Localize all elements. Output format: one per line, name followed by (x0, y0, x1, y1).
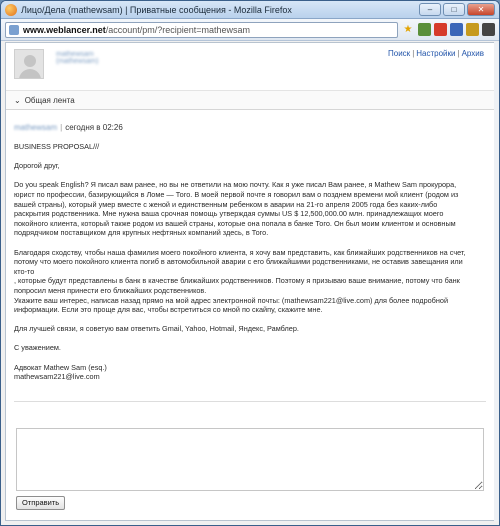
profile-links: Поиск | Настройки | Архив (388, 49, 484, 58)
message-body (6, 132, 481, 382)
message-paragraph: Для лучшей связи, я советую вам ответить Gmail, Yahoo, Hotmail, Яндекс, Рамблер. (14, 324, 299, 334)
link-archive[interactable]: Архив (461, 49, 484, 58)
minimize-button[interactable]: – (419, 3, 441, 16)
url-path: /account/pm/?recipient=mathewsam (105, 24, 251, 35)
maximize-button[interactable]: □ (443, 3, 465, 16)
send-button[interactable]: Отправить (16, 496, 65, 510)
title-bar (1, 1, 499, 19)
feed-toggle[interactable] (6, 91, 494, 110)
divider (14, 401, 486, 402)
link-settings[interactable]: Настройки (416, 49, 456, 58)
feed-label: Общая лента (24, 95, 75, 105)
avatar (14, 49, 44, 79)
bookmark-star-icon[interactable]: ★ (403, 24, 413, 35)
page-content (5, 42, 495, 521)
message-paragraph: Do you speak English? Я писал вам ранее, но вы не ответили на мою почту. Как я уже писал Вам ранее, я Mathew Sam прокурора, юрист по профессии, базирующийся в Ломе — Того. В моей первой почте я говорил вам о позднем времени мой клиент (родом из вашей страны), который умер вместе с женой и единственным ребенком в аварии на 21-го апреля 2005 года без каких-либо раскрытия родственника. Мне нужна ваша срочная помощь утверждая суммы US $ 12,500,000.00 млн. принадлежащих моего покойного клиента, который также родом из вашей страны, которые она попала в банке Того. Он был моим клиентом и основным подрядчиком поставщиком для крупных нефтяных компаний здесь, в Того. (14, 180, 459, 238)
message-meta: mathewsam | сегодня в 02:26 (14, 123, 123, 132)
site-favicon-icon (9, 25, 19, 35)
profile-header (6, 43, 494, 91)
window-title: Лицо/Дела (mathewsam) | Приватные сообщения - Mozilla Firefox (21, 4, 292, 15)
scrollbar[interactable] (494, 42, 499, 521)
link-search[interactable]: Поиск (388, 49, 411, 58)
window-controls (419, 3, 495, 16)
message-timestamp: сегодня в 02:26 (65, 123, 123, 132)
url-domain: www.weblancer.net (23, 24, 106, 35)
chevron-down-icon: ⌄ (14, 95, 21, 105)
profile-name[interactable]: mathewsam (mathewsam) (56, 51, 99, 65)
address-bar (1, 19, 499, 41)
message-signature: Адвокат Mathew Sam (esq.) mathewsam221@live.com (14, 362, 107, 382)
addon-green-icon[interactable] (418, 23, 431, 36)
close-button[interactable]: ✕ (467, 3, 495, 16)
message-paragraph: Дорогой друг, (14, 161, 60, 171)
firefox-icon (5, 4, 17, 16)
addon-red-icon[interactable] (434, 23, 447, 36)
message-sender[interactable]: mathewsam (14, 123, 58, 132)
message-paragraph: Благодаря сходству, чтобы наша фамилия моего покойного клиента, я хочу вам представить, как ближайших родственников на счет, потому что моего покойного клиента погиб в автомобильной аварии с его ближайшими родственниками, не оставив завещания или кто-то , которые будут представлены в банк в качестве ближайших родственников. Поэтому я призываю ваше внимание, потому что банк попросил меня принести его ближайших родственников. Укажите ваш интерес, написав назад прямо на мой адрес электронной почты: (mathewsam221@live.com) для более подробной информации. Если это проще для вас, чтобы встретиться со мной по скайпу, скажите мне. (14, 247, 466, 315)
reply-textarea[interactable] (16, 428, 484, 491)
url-input[interactable] (5, 22, 398, 38)
addon-dark-icon[interactable] (482, 23, 495, 36)
addon-toolbar (418, 23, 495, 36)
addon-yellow-icon[interactable] (466, 23, 479, 36)
addon-blue-icon[interactable] (450, 23, 463, 36)
message-paragraph: BUSINESS PROPOSAL/// (14, 142, 100, 151)
message-paragraph: С уважением. (14, 343, 61, 353)
